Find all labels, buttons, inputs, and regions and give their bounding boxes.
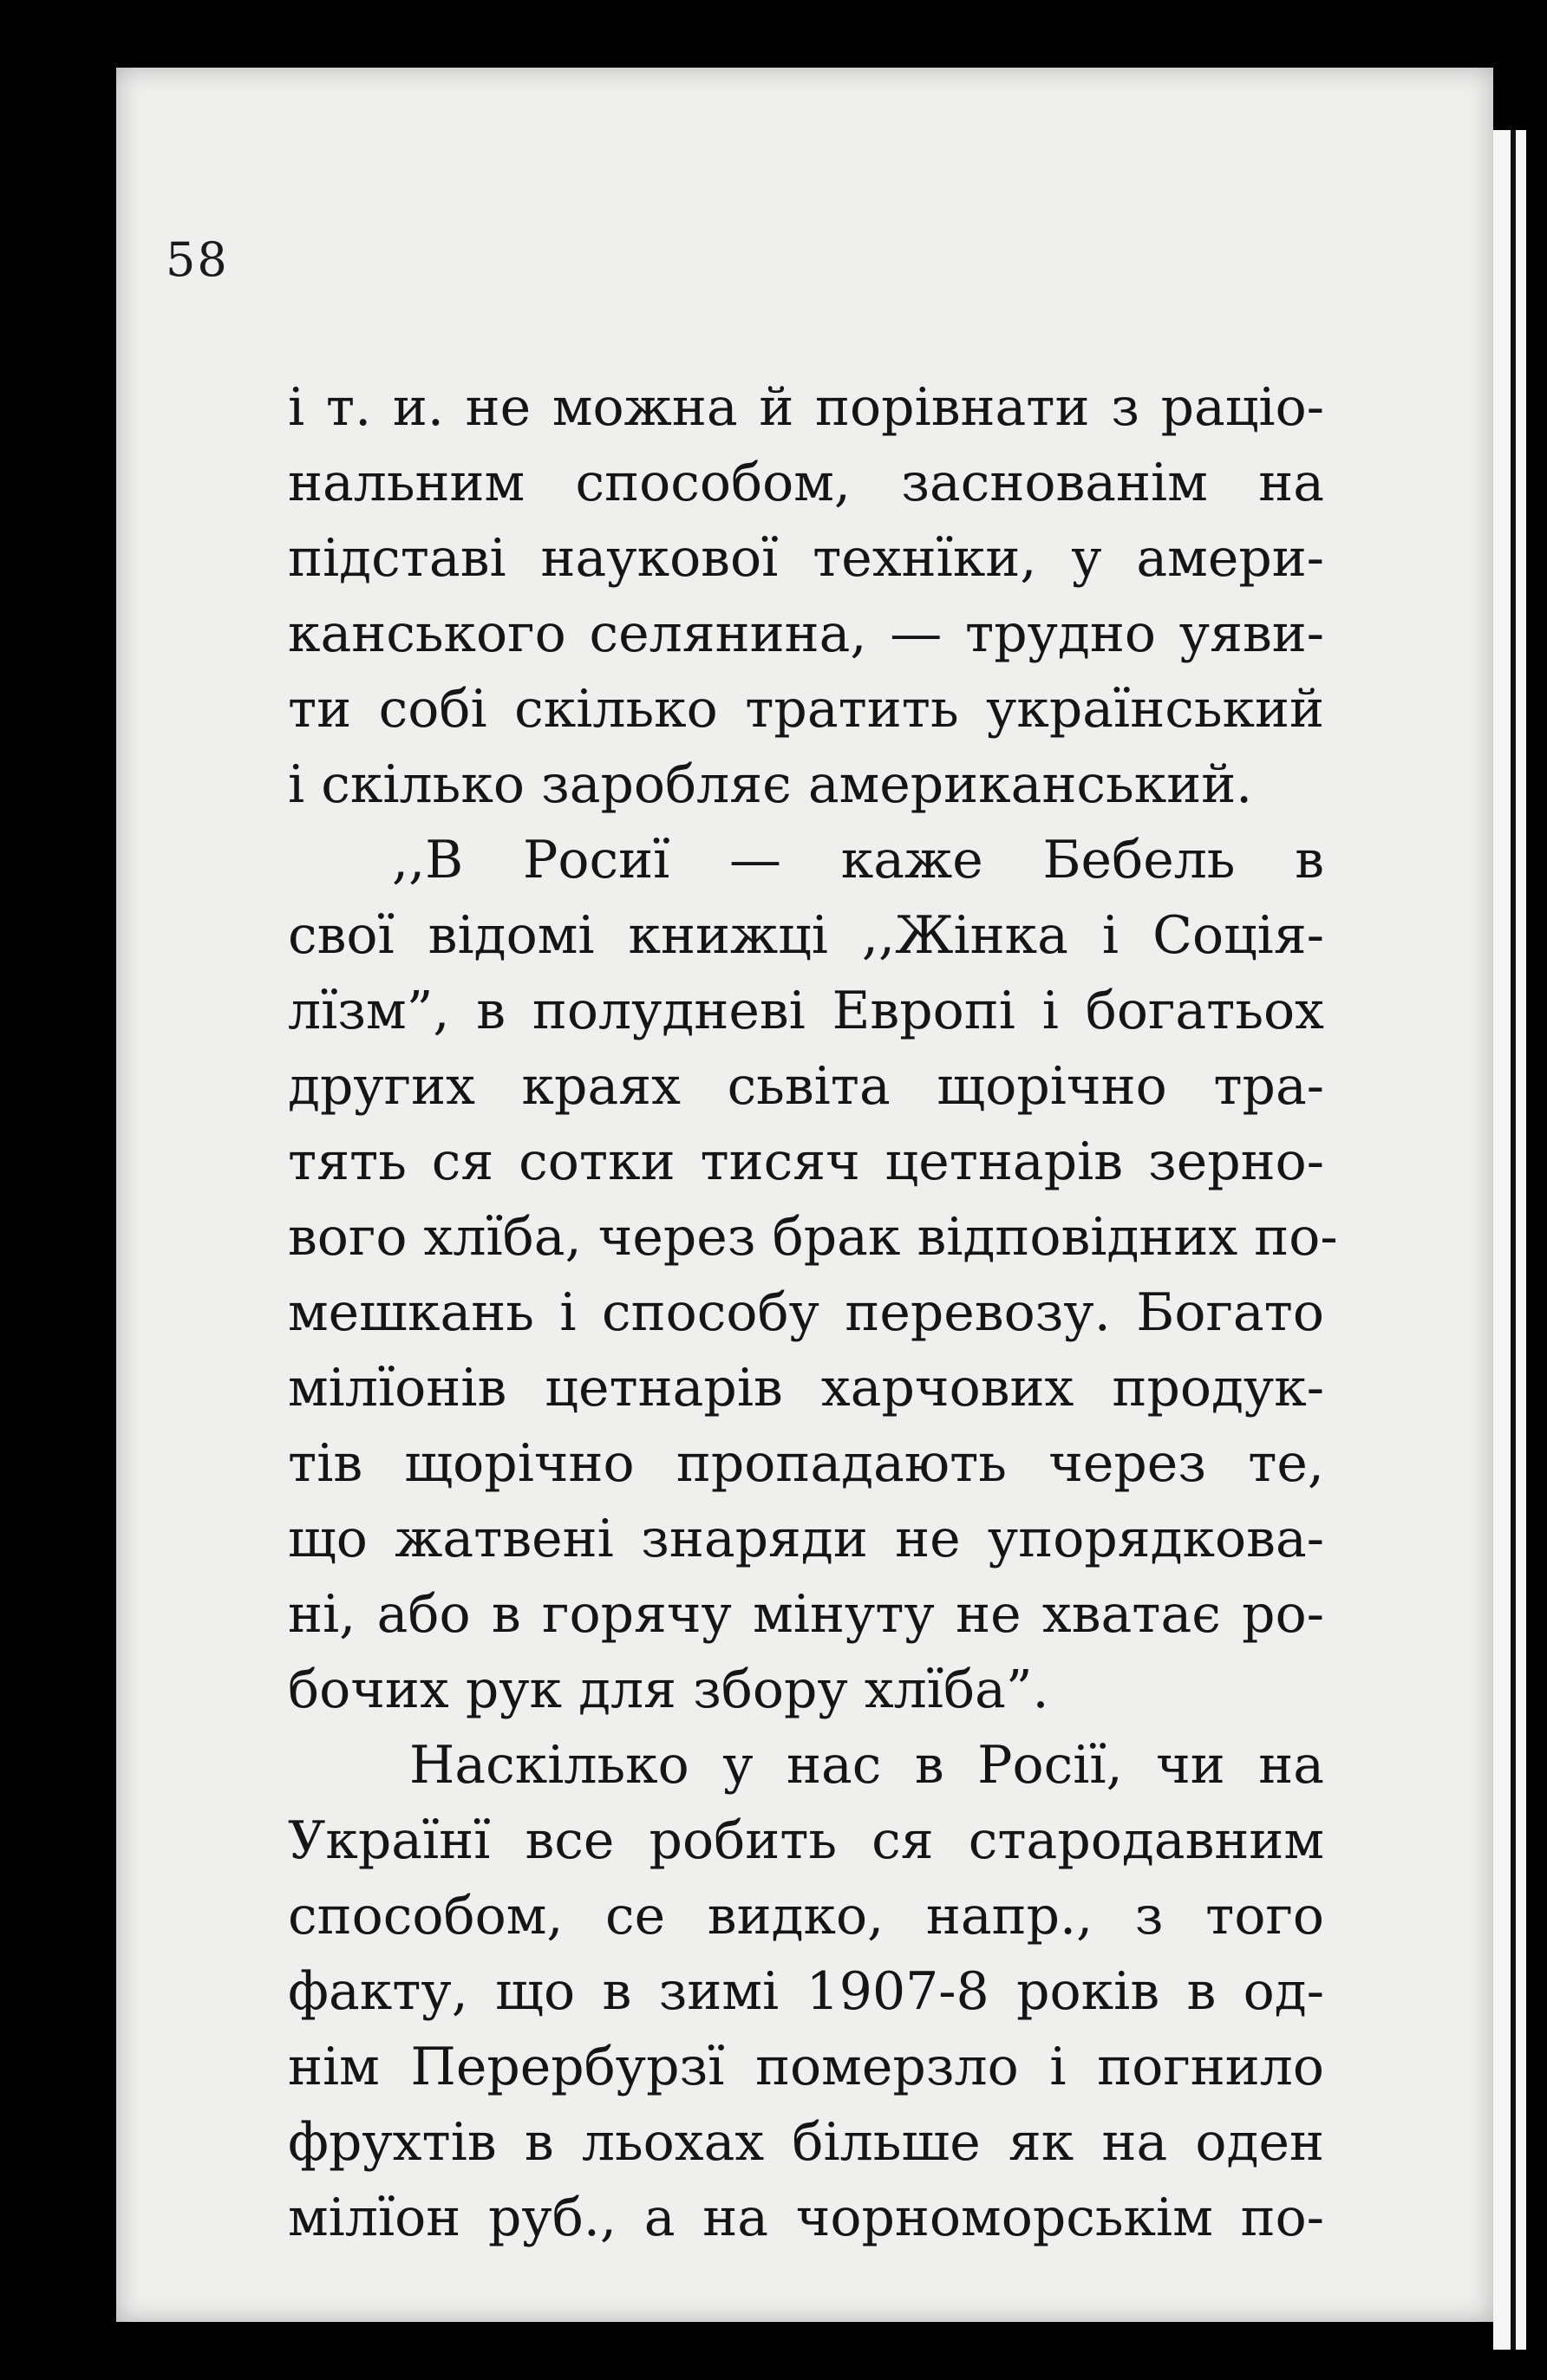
text-line: нальним способом, заснованім на (288, 453, 1324, 513)
next-page-edge (1493, 130, 1526, 2350)
text-line: других краях сьвіта щорічно тра- (288, 1056, 1324, 1117)
text-line: фрухтів в льохах більше як на оден (288, 2112, 1324, 2173)
text-line: тів щорічно пропадають через те, (288, 1433, 1324, 1494)
page-border-line (1511, 130, 1516, 2350)
text-line: способом, се видко, напр., з того (288, 1886, 1324, 1946)
text-line: лїзм”, в полудневі Европі і богатьох (288, 981, 1324, 1041)
text-line: бочих рук для збору хлїба”. (288, 1659, 1049, 1720)
text-line: мілїон руб., а на чорноморськім по- (288, 2188, 1324, 2248)
text-line: нім Перербурзї померзло і погнило (288, 2037, 1324, 2097)
text-line: ні, або в горячу мінуту не хватає ро- (288, 1584, 1324, 1645)
text-line: підставі наукової технїки, у амери- (288, 528, 1324, 589)
text-line: вого хлїба, через брак відповідних по- (288, 1207, 1338, 1268)
text-line: мешкань і способу перевозу. Богато (288, 1282, 1324, 1343)
text-line: мілїонів цетнарів харчових продук- (288, 1358, 1324, 1418)
text-line: Наскілько у нас в Росії, чи на (409, 1735, 1324, 1796)
text-line: Українї все робить ся стародавним (288, 1810, 1324, 1871)
page-number: 58 (166, 232, 229, 287)
body-text (288, 370, 1338, 2256)
text-line: ти собі скілько тратить український (288, 679, 1324, 740)
text-line: і т. и. не можна й порівнати з раціо- (288, 377, 1324, 438)
text-line: факту, що в зимі 1907-8 років в од- (288, 1961, 1324, 2022)
text-line: і скілько заробляє американський. (288, 754, 1253, 815)
text-line: ,,В Росиї — каже Бебель в (392, 830, 1324, 890)
text-line: тять ся сотки тисяч цетнарів зерно- (288, 1131, 1324, 1192)
text-line: що жатвені знаряди не упорядкова- (288, 1509, 1324, 1569)
text-line: канського селянина, — трудно уяви- (288, 603, 1324, 664)
text-line: свої відомі книжці ,,Жінка і Соція- (288, 905, 1324, 966)
